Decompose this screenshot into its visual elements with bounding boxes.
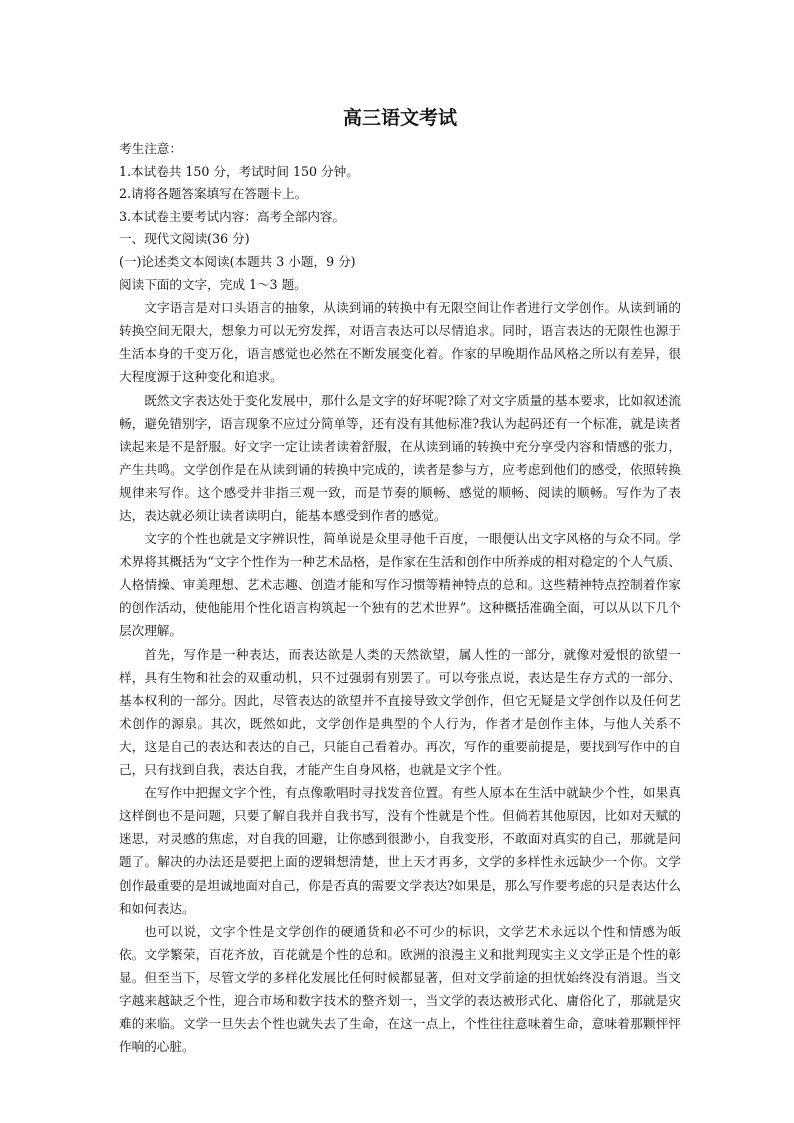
subsection-heading: (一)论述类文本阅读(本题共 3 小题，9 分)	[119, 253, 356, 269]
notice-item-2: 2.请将各题答案填写在答题卡上。	[119, 186, 308, 202]
notice-item-3: 3.本试卷主要考试内容：高考全部内容。	[119, 208, 346, 224]
passage-paragraph-2: 既然文字表达处于变化发展中，那什么是文字的好坏呢?除了对文字质量的基本要求，比如叙述流畅，避免错别字，语言现象不应过分简单等，还有没有其他标准?我认为起码还有一个标准，就是读者读起来是不是舒服。好文字一定让读者读着舒服，在从读到诵的转换中充分享受内容和情感的张力，产生共鸣。文学创作是在从读到诵的转换中完成的，读者是参与方，应考虑到他们的感受，依照转换规律来写作。这个感受并非指三观一致，而是节奏的顺畅、感觉的顺畅、阅读的顺畅。写作为了表达，表达就必须让读者读明白，能基本感受到作者的感觉。	[119, 392, 681, 523]
passage-paragraph-1: 文字语言是对口头语言的抽象，从读到诵的转换中有无限空间让作者进行文学创作。从读到诵的转换空间无限大，想象力可以无穷发挥，对语言表达可以尽情追求。同时，语言表达的无限性也源于生活本身的千变万化，语言感觉也必然在不断发展变化着。作家的早晚期作品风格之所以有差异，很大程度源于这种变化和追求。	[119, 300, 681, 385]
passage-paragraph-6: 也可以说，文字个性是文学创作的硬通货和必不可少的标识，文学艺术永远以个性和情感为皈依。文学繁荣，百花齐放，百花就是个性的总和。欧洲的浪漫主义和批判现实主义文学正是个性的彰显。但至当下，尽管文学的多样化发展比任何时候都显著，但对文学前途的担忧始终没有消退。当文字越来越缺乏个性，迎合市场和数字技术的整齐划一，当文学的表达被形式化、庸俗化了，那就是灾难的来临。文学一旦失去个性也就失去了生命，在这一点上，个性往往意味着生命，意味着那颗怦怦作响的心脏。	[119, 923, 681, 1055]
passage-paragraph-4: 首先，写作是一种表达，而表达欲是人类的天然欲望，属人性的一部分，就像对爱恨的欲望一样，具有生物和社会的双重动机，只不过强弱有别罢了。可以夸张点说，表达是生存方式的一部分、基本权利的一部分。因此，尽管表达的欲望并不直接导致文学创作，但它无疑是文学创作以及任何艺术创作的源泉。其次，既然如此，文学创作是典型的个人行为，作者才是创作主体，与他人关系不大，这是自己的表达和表达的自己，只能自己看着办。再次，写作的重要前提是，要找到写作中的自己，只有找到自我，表达自我，才能产生自身风格，也就是文字个性。	[119, 646, 681, 778]
exam-page	[119, 104, 681, 1058]
notice-heading: 考生注意：	[119, 141, 182, 156]
exam-title: 高三语文考试	[342, 107, 457, 129]
passage-paragraph-3: 文字的个性也就是文字辨识性，简单说是众里寻他千百度，一眼便认出文字风格的与众不同。学术界将其概括为“文字个性作为一种艺术品格，是作家在生活和创作中所养成的相对稳定的个人气质、人格情操、审美理想、艺术志趣、创造才能和写作习惯等精神特点的总和。这些精神特点控制着作家的创作活动，使他能用个性化语言构筑起一个独有的艺术世界”。这种概括准确全面，可以从以下几个层次理解。	[119, 531, 681, 639]
reading-instruction: 阅读下面的文字，完成 1～3 题。	[119, 276, 307, 292]
section-heading: 一、现代文阅读(36 分)	[119, 231, 250, 247]
notice-item-1: 1.本试卷共 150 分，考试时间 150 分钟。	[119, 163, 359, 179]
passage-paragraph-5: 在写作中把握文字个性，有点像歌唱时寻找发音位置。有些人原本在生活中就缺少个性，如果真这样倒也不是问题，只要了解自我并自我书写，没有个性就是个性。但倘若其他原因，比如对天赋的迷思，对灵感的焦虑，对自我的回避，让你感到很渺小，自我变形，不敢面对真实的自己，那就是问题了。解决的办法还是要把上面的逻辑想清楚，世上天才再多，文学的多样性永远缺少一个你。文学创作最重要的是坦诚地面对自己，你是否真的需要文学表达?如果是，那么写作要考虑的只是表达什么和如何表达。	[119, 785, 681, 916]
